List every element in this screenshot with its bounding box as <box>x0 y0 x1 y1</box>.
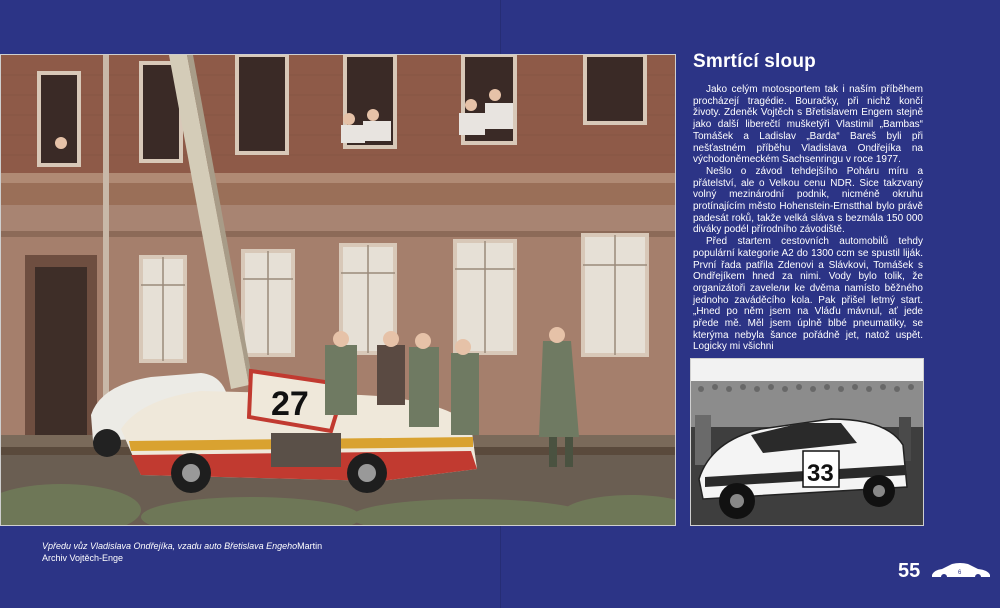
caption-credit-archive: Archiv Vojtěch-Enge <box>42 553 124 563</box>
main-photo <box>0 54 676 526</box>
car-number-27: 27 <box>271 385 309 423</box>
article-paragraph: Nešlo o závod tehdejšího Poháru míru a přátelství, ale o Velkou cenu NDR. Sice takzvaný volný mezinárodní podnik, nicméně okruhu protínajícím město Hohenstein-Ernstthal bylo právě padesát roků, takže velká sláva s bezmála 150 000 diváky podél přírodního závodiště. <box>693 165 923 236</box>
logo-badge: 6 <box>958 570 962 576</box>
page-number: 55 <box>898 560 921 582</box>
article-paragraph: Před startem cestovních automobilů tehdy populární kategorie A2 do 1300 ccm se spustil liják. První řada patřila Zdenovi a Slávkovi, Tomášek s Ondřejíkem hned za nimi. Vody bylo tolik, že organizátoři zavelели ke dvěma namísto běžného jednoho zaváděcího kola. Pak přišel letmý start. „Hned po něm jsem na Vláďu mávnul, ať jede přede mě. Měl jsem úplně blbé pneumatiky, se kterýma nebyla šance pořádně jet, natož uspět. Logicky mi všichni <box>693 236 923 353</box>
small-photo <box>690 358 924 526</box>
article-paragraph: Jako celým motosportem tak i naším příběhem procházejí tragédie. Bouračky, při nichž končí životy. Zdeněk Vojtěch s Břetislavem Engem stejně jako další liberečtí mušketýři Vlastimil „Bambas“ Tomášek a Ladislav „Barda“ Bareš byli při nešťastném příběhu Vladislava Ondřejíka na východoněmeckém Sachsenringu v roce 1977. <box>693 84 923 166</box>
car-number-33: 33 <box>807 460 834 487</box>
caption-text: Vpředu vůz Vladislava Ondřejíka, vzadu auto Břetislava Engeho <box>42 541 298 551</box>
article-title: Smrtící sloup <box>693 51 816 72</box>
car-logo-icon <box>930 560 992 580</box>
article-body <box>693 84 923 353</box>
photo-caption <box>42 540 442 564</box>
caption-credit: Martin <box>297 541 323 551</box>
